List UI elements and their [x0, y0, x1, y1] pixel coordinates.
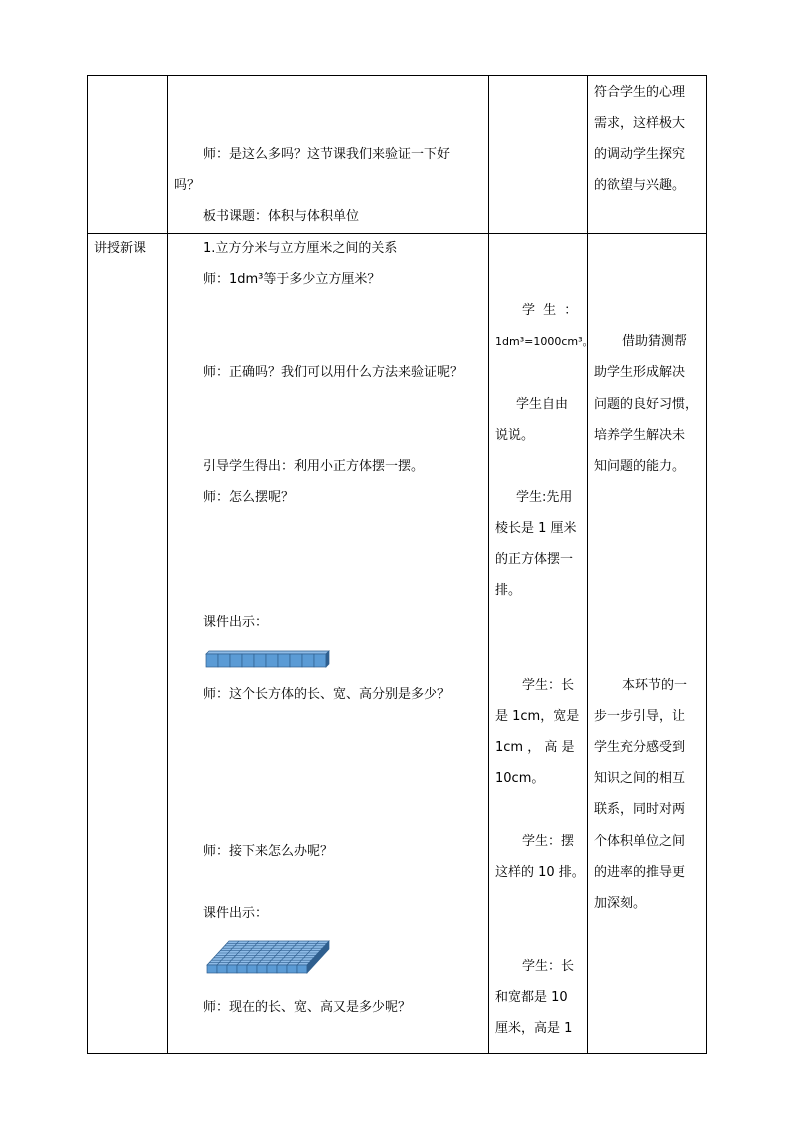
cube	[290, 654, 302, 667]
table-right-border	[706, 75, 707, 1054]
teacher-question: 师：怎么摆呢？	[203, 490, 295, 505]
strip-side	[326, 651, 329, 667]
design-note-line: 的调动学生探究	[594, 147, 686, 162]
student-answer: 1dm³=1000cm³。	[495, 335, 594, 348]
col-divider-3	[587, 75, 588, 1054]
design-note-line: 个体积单位之间	[594, 834, 686, 849]
row-divider	[87, 233, 707, 234]
cube	[237, 965, 247, 973]
design-note-line: 培养学生解决未	[594, 428, 686, 443]
courseware-label: 课件出示：	[203, 615, 269, 630]
student-answer: 棱长是 1 厘米	[495, 521, 577, 536]
design-note-line: 助学生形成解决	[594, 365, 686, 380]
design-note-line: 联系，同时对两	[594, 802, 686, 817]
cube	[297, 965, 307, 973]
design-note-line: 知识之间的相互	[594, 771, 686, 786]
design-note-line: 的进率的推导更	[594, 865, 686, 880]
cube	[257, 965, 267, 973]
design-note-line: 借助猜测帮	[622, 334, 688, 349]
cube	[277, 965, 287, 973]
design-note-line: 问题的良好习惯，	[594, 397, 699, 412]
design-note-line: 的欲望与兴趣。	[594, 178, 686, 193]
student-answer: 和宽都是 10	[495, 990, 568, 1005]
stage-label: 讲授新课	[94, 241, 147, 256]
student-answer: 这样的 10 排。	[495, 865, 585, 880]
cube	[227, 965, 237, 973]
cube	[278, 654, 290, 667]
cube	[247, 965, 257, 973]
student-answer: 学生：摆	[522, 834, 575, 849]
cube-row	[206, 651, 329, 667]
design-note-line: 需求，这样极大	[594, 116, 686, 131]
design-note-line: 学生充分感受到	[594, 740, 686, 755]
cube	[302, 654, 314, 667]
design-note-line: 加深刻。	[594, 896, 647, 911]
teacher-question: 师：现在的长、宽、高又是多少呢？	[203, 1000, 412, 1015]
design-note-line: 知问题的能力。	[594, 459, 686, 474]
cube-strip-image	[205, 650, 333, 670]
teacher-question: 师：正确吗？我们可以用什么方法来验证呢？	[203, 365, 464, 380]
cube-slab-image	[205, 940, 333, 982]
cube	[287, 965, 297, 973]
teacher-question: 师：这个长方体的长、宽、高分别是多少？	[203, 687, 451, 702]
cube	[266, 654, 278, 667]
cube	[314, 654, 326, 667]
cube	[242, 654, 254, 667]
student-answer: 学生：长	[522, 959, 575, 974]
table-bottom-border	[87, 1053, 707, 1054]
blackboard-title: 板书课题：体积与体积单位	[203, 209, 360, 224]
student-answer: 学生：长	[522, 678, 575, 693]
cube	[207, 965, 217, 973]
student-answer: 是 1cm，宽是	[495, 709, 580, 724]
cube	[230, 654, 242, 667]
col-divider-2	[488, 75, 489, 1054]
teacher-question: 师：接下来怎么办呢？	[203, 844, 334, 859]
student-answer: 学生自由	[516, 397, 569, 412]
cube-slab	[207, 941, 329, 973]
student-answer: 学 生 ：	[522, 303, 580, 318]
student-answer: 排。	[495, 583, 522, 598]
section-heading: 1.立方分米与立方厘米之间的关系	[203, 241, 398, 256]
col-divider-1	[167, 75, 168, 1054]
student-answer: 说说。	[495, 428, 535, 443]
teacher-line-wrap: 吗？	[174, 178, 201, 193]
teacher-question: 师：1dm³等于多少立方厘米？	[203, 272, 381, 287]
cube	[267, 965, 277, 973]
teacher-line: 师：是这么多吗？这节课我们来验证一下好	[203, 147, 451, 162]
student-answer: 1cm ， 高 是	[495, 740, 575, 755]
design-note-line: 符合学生的心理	[594, 85, 686, 100]
courseware-label: 课件出示：	[203, 906, 269, 921]
strip-top	[206, 651, 329, 654]
student-answer: 学生:先用	[516, 490, 573, 505]
student-answer: 厘米，高是 1	[495, 1021, 573, 1036]
table-top-border	[87, 75, 707, 76]
cube	[217, 965, 227, 973]
design-note-line: 本环节的一	[622, 678, 688, 693]
cube	[218, 654, 230, 667]
student-answer: 的正方体摆一	[495, 552, 574, 567]
cube	[254, 654, 266, 667]
table-left-border	[87, 75, 88, 1054]
cube	[206, 654, 218, 667]
guide-text: 引导学生得出：利用小正方体摆一摆。	[203, 459, 425, 474]
design-note-line: 步一步引导，让	[594, 709, 686, 724]
student-answer: 10cm。	[495, 771, 545, 786]
